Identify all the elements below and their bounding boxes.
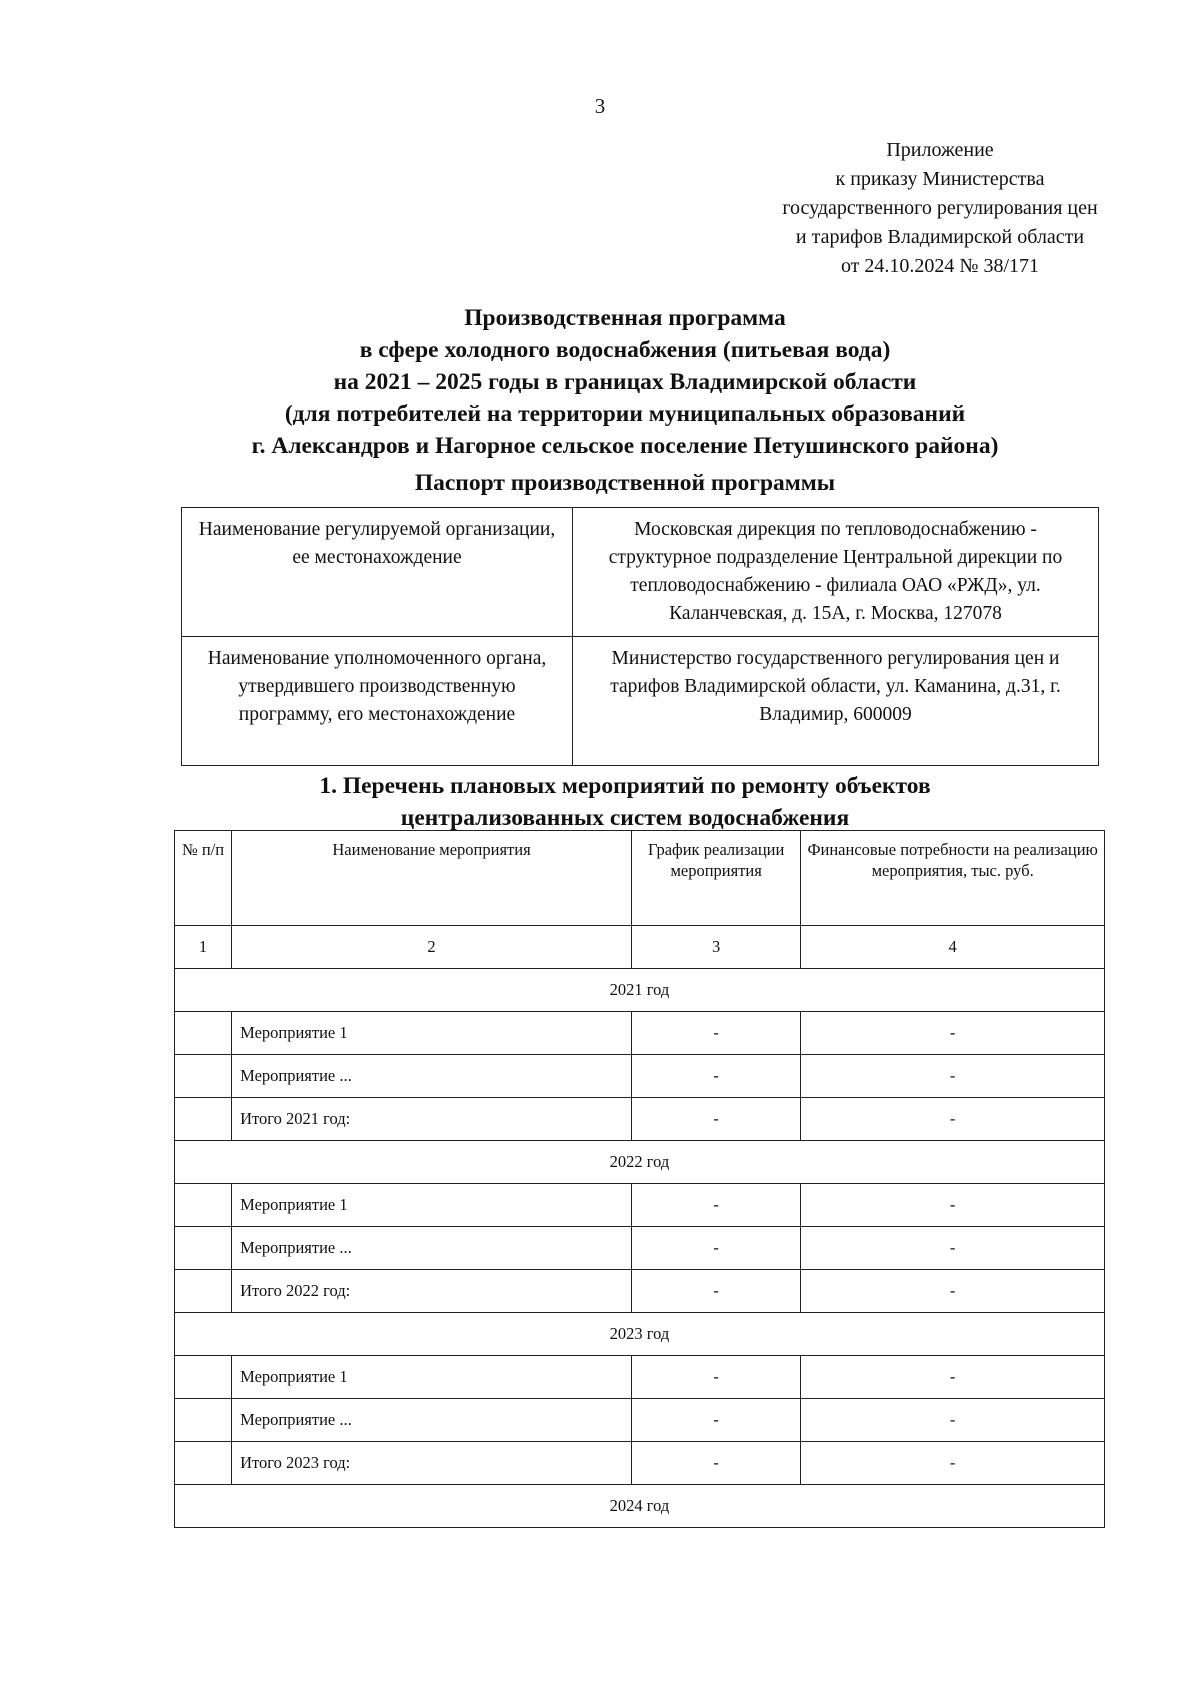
table-row xyxy=(175,1098,1105,1141)
event-name: Мероприятие 1 xyxy=(232,1012,632,1055)
passport-row xyxy=(182,508,1099,637)
event-finance: - xyxy=(801,1399,1105,1442)
column-header-name: Наименование мероприятия xyxy=(232,831,632,926)
row-number xyxy=(175,1012,232,1055)
event-name: Итого 2021 год: xyxy=(232,1098,632,1141)
section-1-heading xyxy=(150,770,1100,834)
column-header-finance: Финансовые потребности на реализацию мероприятия, тыс. руб. xyxy=(801,831,1105,926)
title-line: в сфере холодного водоснабжения (питьевая вода) xyxy=(359,337,891,363)
column-number: 1 xyxy=(175,926,232,969)
appendix-line: от 24.10.2024 № 38/171 xyxy=(840,255,1040,277)
appendix-line: государственного регулирования цен xyxy=(782,197,1098,219)
event-schedule: - xyxy=(631,1356,800,1399)
event-schedule: - xyxy=(631,1270,800,1313)
row-number xyxy=(175,1184,232,1227)
event-schedule: - xyxy=(631,1098,800,1141)
passport-table xyxy=(181,507,1099,766)
year-label: 2023 год xyxy=(175,1313,1105,1356)
events-table xyxy=(174,830,1105,1528)
event-name: Мероприятие ... xyxy=(232,1055,632,1098)
table-row xyxy=(175,1184,1105,1227)
year-label: 2022 год xyxy=(175,1141,1105,1184)
appendix-note xyxy=(720,136,1160,281)
page-number: 3 xyxy=(594,94,606,118)
row-number xyxy=(175,1227,232,1270)
table-row xyxy=(175,1270,1105,1313)
column-header-number: № п/п xyxy=(175,831,232,926)
event-finance: - xyxy=(801,1270,1105,1313)
section-heading-line: 1. Перечень плановых мероприятий по ремонту объектов xyxy=(319,773,931,799)
event-name: Итого 2022 год: xyxy=(232,1270,632,1313)
event-finance: - xyxy=(801,1356,1105,1399)
row-number xyxy=(175,1098,232,1141)
column-header-schedule: График реализации мероприятия xyxy=(631,831,800,926)
year-row xyxy=(175,969,1105,1012)
passport-value: Министерство государственного регулирования цен и тарифов Владимирской области, ул. Каманина, д.31, г. Владимир, 600009 xyxy=(573,637,1099,766)
event-schedule: - xyxy=(631,1442,800,1485)
event-finance: - xyxy=(801,1055,1105,1098)
event-name: Мероприятие ... xyxy=(232,1399,632,1442)
year-row xyxy=(175,1313,1105,1356)
event-finance: - xyxy=(801,1012,1105,1055)
appendix-line: и тарифов Владимирской области xyxy=(795,226,1085,248)
document-title xyxy=(150,302,1100,462)
table-header-row xyxy=(175,831,1105,926)
column-number-row xyxy=(175,926,1105,969)
appendix-line: к приказу Министерства xyxy=(835,168,1045,190)
event-finance: - xyxy=(801,1227,1105,1270)
year-label: 2024 год xyxy=(175,1485,1105,1528)
title-line: г. Александров и Нагорное сельское поселение Петушинского района) xyxy=(251,433,999,459)
table-row xyxy=(175,1442,1105,1485)
event-schedule: - xyxy=(631,1184,800,1227)
year-row xyxy=(175,1141,1105,1184)
column-number: 4 xyxy=(801,926,1105,969)
table-row xyxy=(175,1356,1105,1399)
event-name: Мероприятие 1 xyxy=(232,1184,632,1227)
appendix-line: Приложение xyxy=(886,139,994,161)
row-number xyxy=(175,1399,232,1442)
event-finance: - xyxy=(801,1184,1105,1227)
event-schedule: - xyxy=(631,1012,800,1055)
passport-label: Наименование уполномоченного органа, утвердившего производственную программу, его местонахождение xyxy=(182,637,573,766)
passport-label: Наименование регулируемой организации, ее местонахождение xyxy=(182,508,573,637)
event-finance: - xyxy=(801,1442,1105,1485)
passport-row xyxy=(182,637,1099,766)
column-number: 2 xyxy=(232,926,632,969)
event-name: Мероприятие ... xyxy=(232,1227,632,1270)
row-number xyxy=(175,1356,232,1399)
title-line: (для потребителей на территории муниципальных образований xyxy=(284,401,966,427)
row-number xyxy=(175,1442,232,1485)
event-finance: - xyxy=(801,1098,1105,1141)
table-row xyxy=(175,1227,1105,1270)
year-label: 2021 год xyxy=(175,969,1105,1012)
year-row xyxy=(175,1485,1105,1528)
event-schedule: - xyxy=(631,1055,800,1098)
event-schedule: - xyxy=(631,1399,800,1442)
title-line: на 2021 – 2025 годы в границах Владимирской области xyxy=(333,369,917,395)
passport-value: Московская дирекция по тепловодоснабжению - структурное подразделение Центральной дирекции по тепловодоснабжению - филиала ОАО «РЖД», ул. Каланчевская, д. 15А, г. Москва, 127078 xyxy=(573,508,1099,637)
passport-heading: Паспорт производственной программы xyxy=(414,470,836,496)
event-name: Мероприятие 1 xyxy=(232,1356,632,1399)
column-number: 3 xyxy=(631,926,800,969)
row-number xyxy=(175,1270,232,1313)
event-schedule: - xyxy=(631,1227,800,1270)
table-row xyxy=(175,1012,1105,1055)
row-number xyxy=(175,1055,232,1098)
table-row xyxy=(175,1399,1105,1442)
event-name: Итого 2023 год: xyxy=(232,1442,632,1485)
section-heading-line: централизованных систем водоснабжения xyxy=(400,805,850,831)
title-line: Производственная программа xyxy=(464,305,786,331)
table-row xyxy=(175,1055,1105,1098)
